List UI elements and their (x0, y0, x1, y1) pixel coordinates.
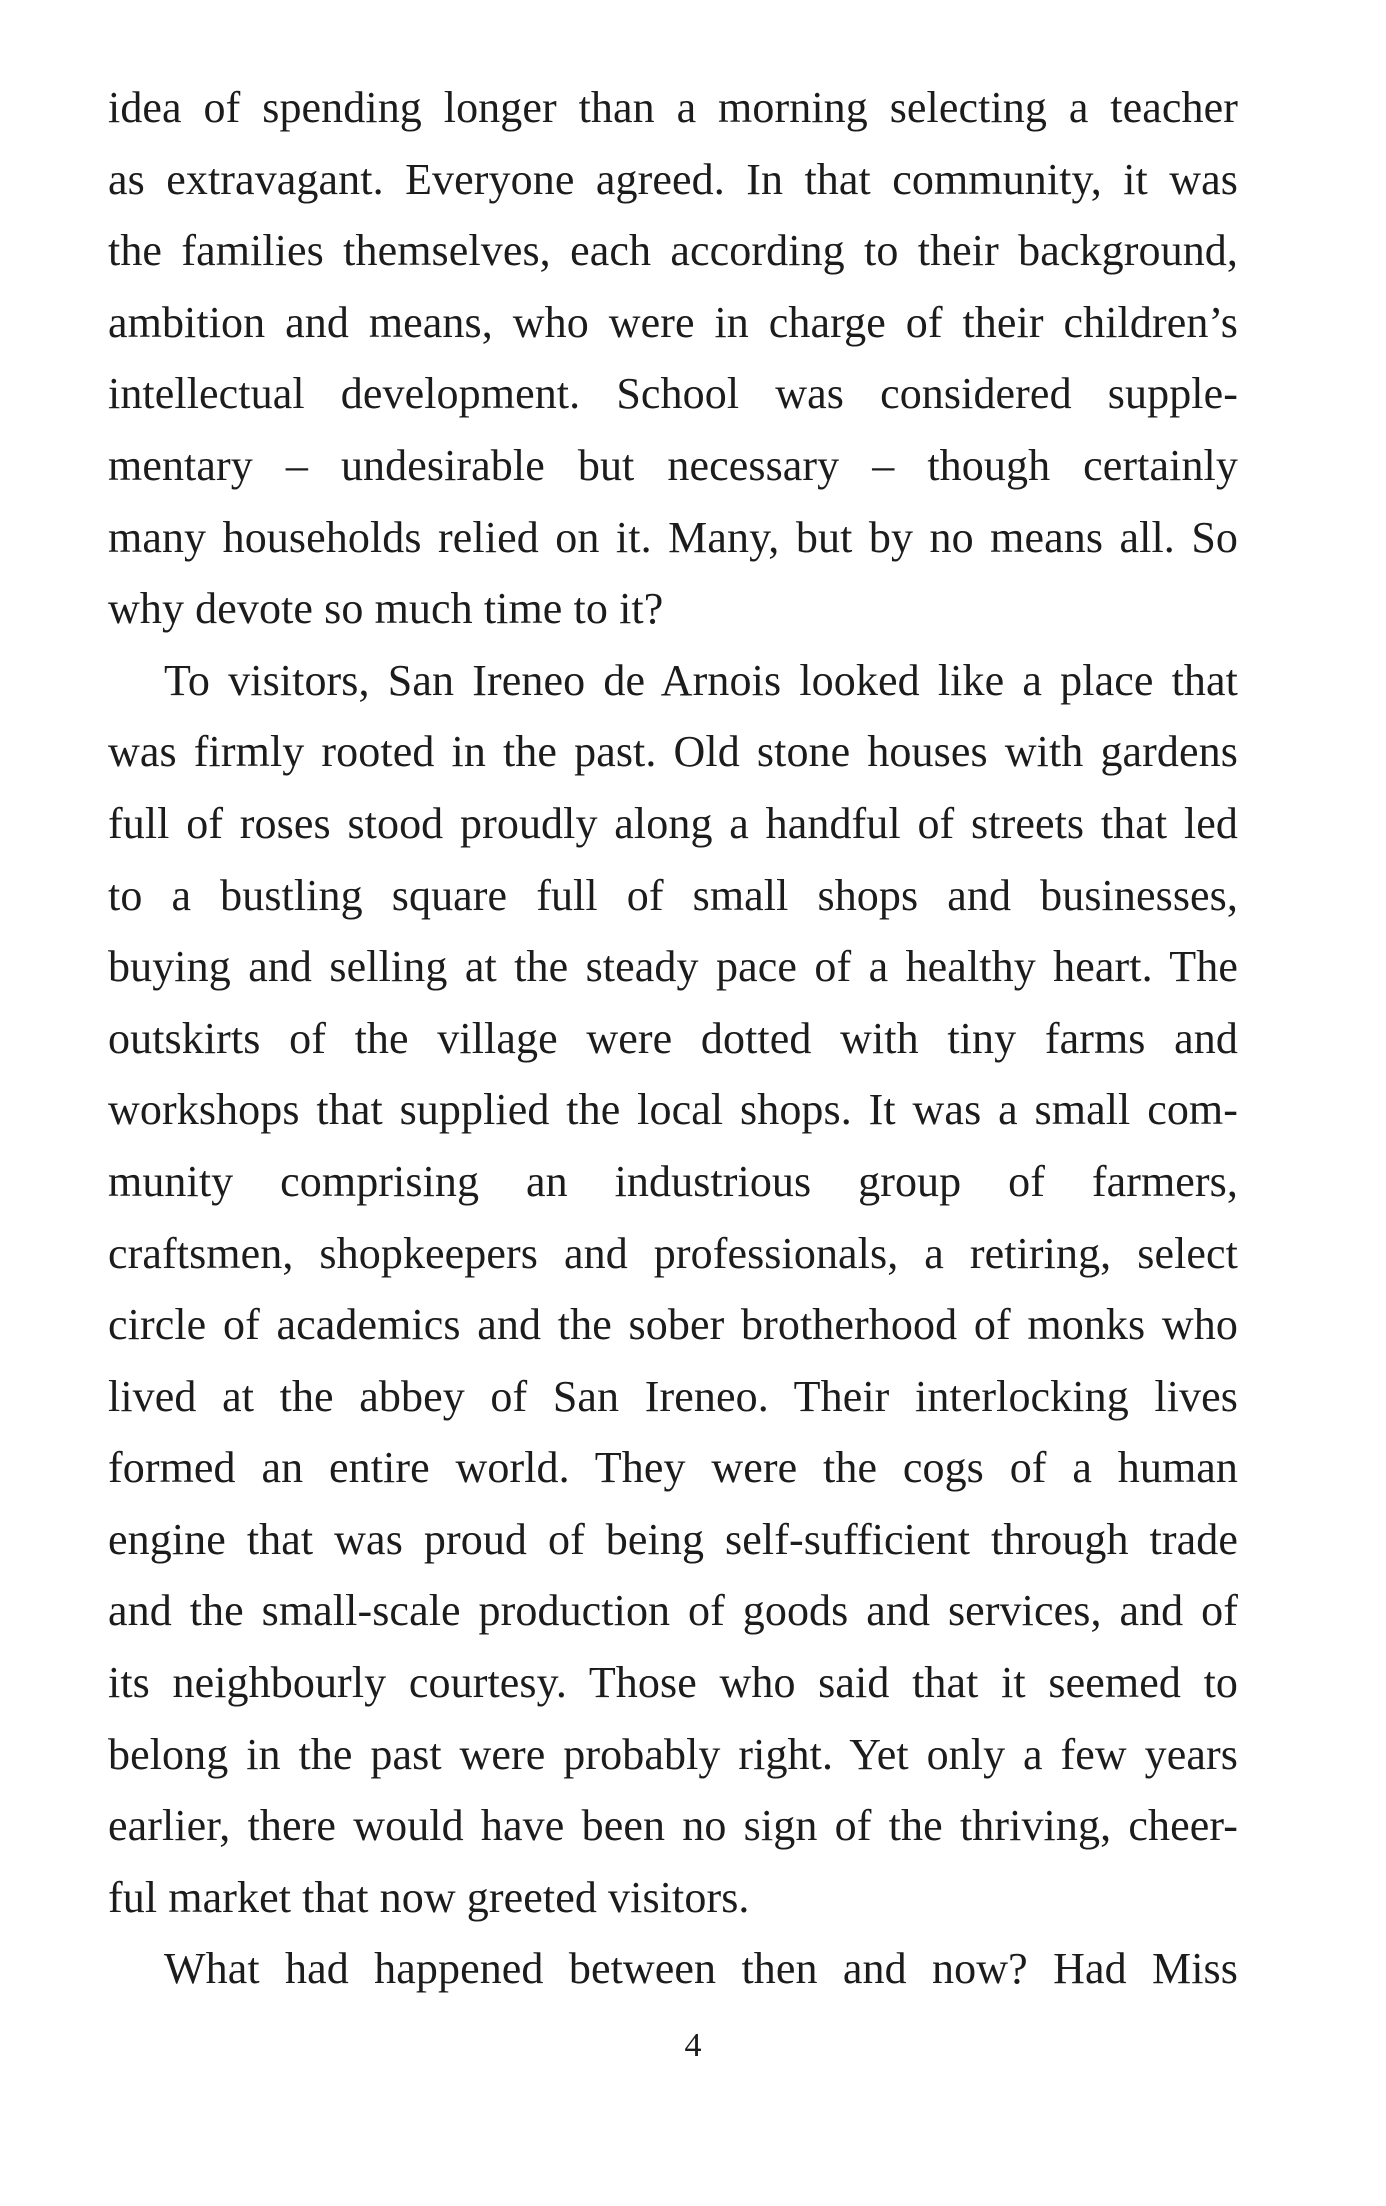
text-line: why devote so much time to it? (108, 584, 664, 634)
text-line: workshops that supplied the local shops. It was a small com- (108, 1085, 1238, 1135)
text-line: craftsmen, shopkeepers and professionals, a retiring, select (108, 1228, 1238, 1278)
text-line: earlier, there would have been no sign of the thriving, cheer- (108, 1801, 1238, 1851)
text-line: belong in the past were probably right. Yet only a few years (108, 1729, 1238, 1779)
body-text (108, 72, 1238, 2005)
text-line: buying and selling at the steady pace of a healthy heart. The (108, 942, 1238, 992)
text-line: was firmly rooted in the past. Old stone houses with gardens (108, 727, 1238, 777)
text-line: munity comprising an industrious group of farmers, (108, 1156, 1238, 1206)
text-line: intellectual development. School was considered supple- (108, 369, 1238, 419)
text-line: formed an entire world. They were the cogs of a human (108, 1443, 1238, 1493)
text-line: and the small-scale production of goods and services, and of (108, 1586, 1238, 1636)
text-line: many households relied on it. Many, but by no means all. So (108, 512, 1238, 562)
text-line: the families themselves, each according to their background, (108, 226, 1238, 276)
text-line: full of roses stood proudly along a handful of streets that led (108, 798, 1238, 848)
text-line: as extravagant. Everyone agreed. In that community, it was (108, 154, 1238, 204)
text-line: ful market that now greeted visitors. (108, 1872, 750, 1922)
text-line: ambition and means, who were in charge of their children’s (108, 297, 1238, 347)
text-line: to a bustling square full of small shops and businesses, (108, 870, 1238, 920)
text-line: lived at the abbey of San Ireneo. Their interlocking lives (108, 1371, 1238, 1421)
text-line: outskirts of the village were dotted with tiny farms and (108, 1013, 1238, 1063)
text-line: mentary – undesirable but necessary – though certainly (108, 440, 1238, 490)
page-number: 4 (684, 2027, 702, 2064)
text-line: engine that was proud of being self-sufficient through trade (108, 1514, 1238, 1564)
text-line: idea of spending longer than a morning selecting a teacher (108, 83, 1238, 132)
text-line: circle of academics and the sober brotherhood of monks who (108, 1300, 1238, 1350)
paragraph-start-line: What had happened between then and now? Had Miss (164, 1944, 1238, 1994)
paragraph-start-line: To visitors, San Ireneo de Arnois looked like a place that (164, 655, 1238, 705)
text-line: its neighbourly courtesy. Those who said that it seemed to (108, 1658, 1238, 1708)
